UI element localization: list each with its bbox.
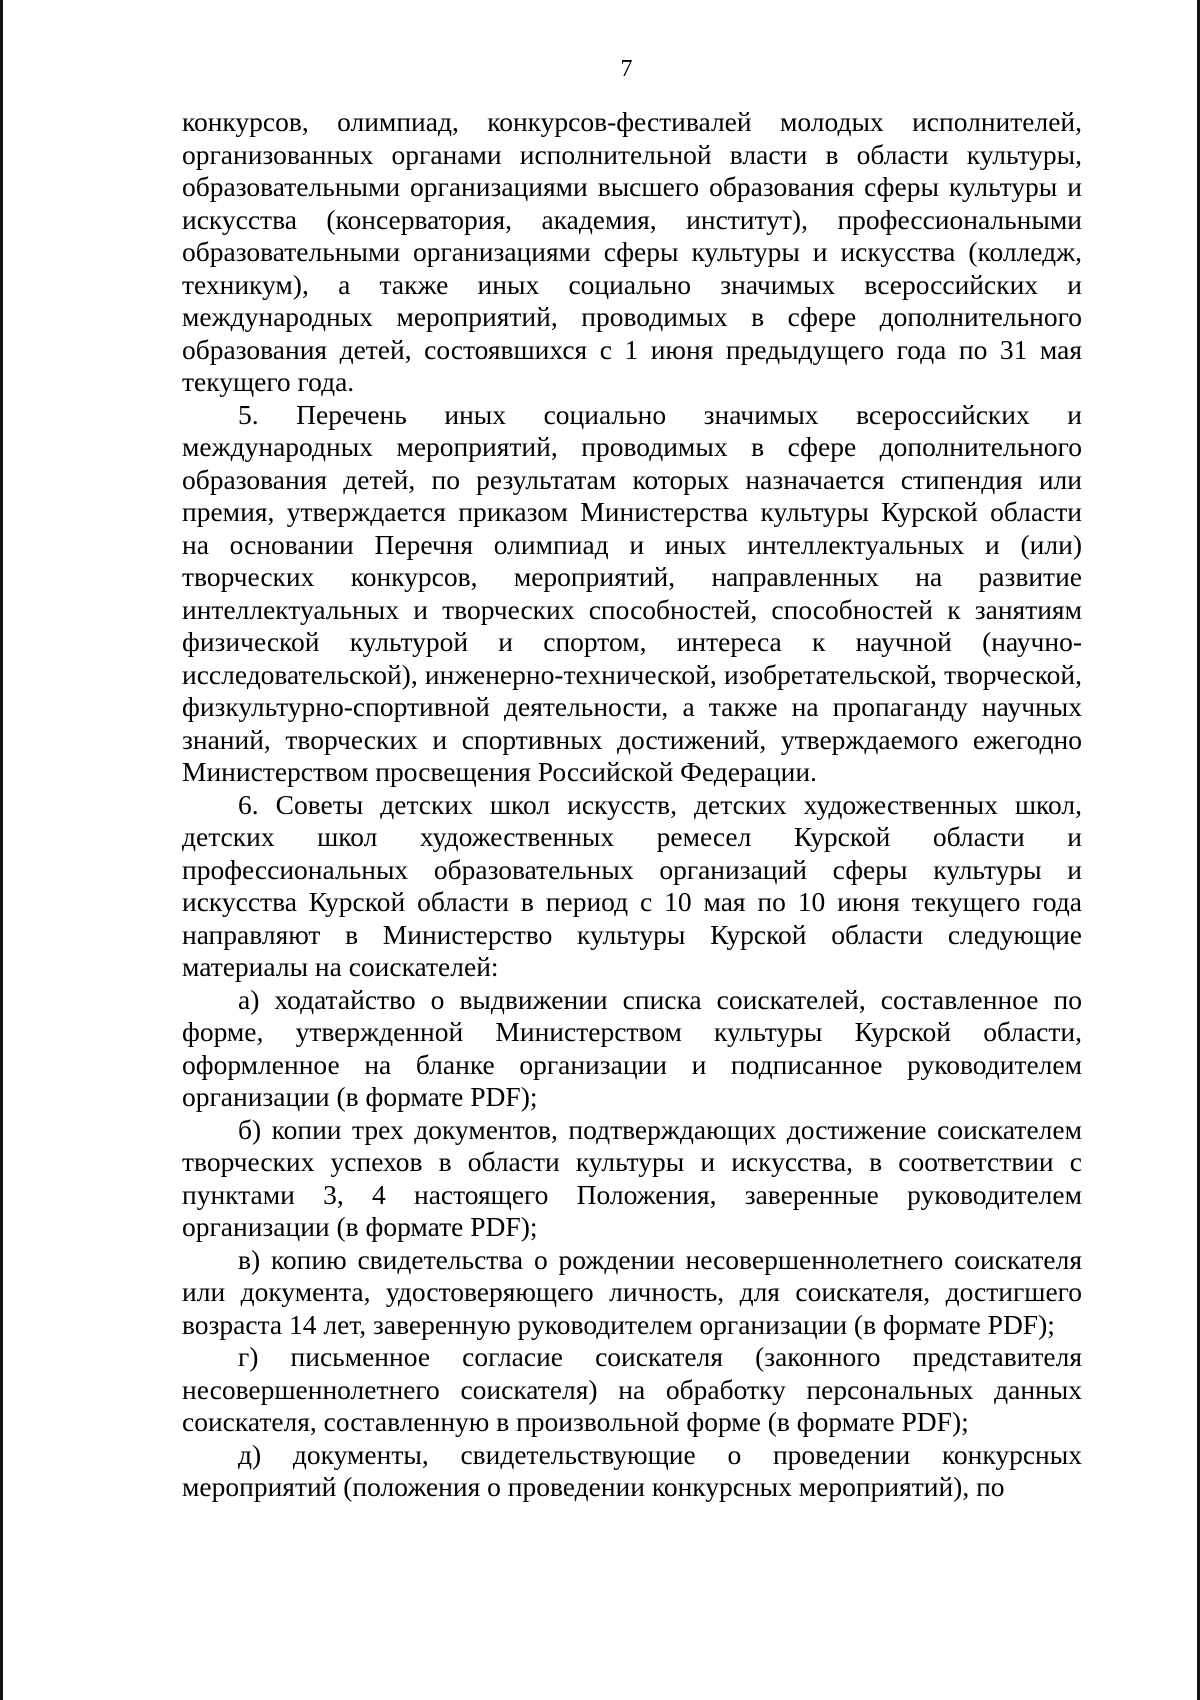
paragraph-subitem-g: г) письменное согласие соискателя (законного представителя несовершеннолетнего соискателя) на обработку персональных данных соискателя, составленную в произвольной форме (в формате PDF); [182, 1341, 1082, 1437]
paragraph-continuation: конкурсов, олимпиад, конкурсов-фестивалей молодых исполнителей, организованных органами исполнительной власти в области культуры, образовательными организациями высшего образования сферы культуры и искусства (консерватория, академия, институт), профессиональными образовательными организациями сферы культуры и искусства (колледж, техникум), а также иных социально значимых всероссийских и международных мероприятий, проводимых в сфере дополнительного образования детей, состоявшихся с 1 июня предыдущего года по 31 мая текущего года. [182, 106, 1082, 397]
page-left-edge [0, 0, 3, 1700]
paragraph-subitem-a: а) ходатайство о выдвижении списка соискателей, составленное по форме, утвержденной Министерством культуры Курской области, оформленное на бланке организации и подписанное руководителем организации (в формате PDF); [182, 983, 1082, 1112]
paragraph-item-5: 5. Перечень иных социально значимых всероссийских и международных мероприятий, проводимых в сфере дополнительного образования детей, по результатам которых назначается стипендия или премия, утверждается приказом Министерства культуры Курской области на основании Перечня олимпиад и иных интеллектуальных и (или) творческих конкурсов, мероприятий, направленных на развитие интеллектуальных и творческих способностей, способностей к занятиям физической культурой и спортом, интереса к научной (научно-исследовательской), инженерно-технической, изобретательской, творческой, физкультурно-спортивной деятельности, а также на пропаганду научных знаний, творческих и спортивных достижений, утверждаемого ежегодно Министерством просвещения Российской Федерации. [182, 398, 1082, 787]
paragraph-subitem-v: в) копию свидетельства о рождении несовершеннолетнего соискателя или документа, удостоверяющего личность, для соискателя, достигшего возраста 14 лет, заверенную руководителем организации (в формате PDF); [182, 1243, 1082, 1340]
paragraph-item-6: 6. Советы детских школ искусств, детских художественных школ, детских школ художественных ремесел Курской области и профессиональных образовательных организаций сферы культуры и искусства Курской области в период с 10 мая по 10 июня текущего года направляют в Министерство культуры Курской области следующие материалы на соискателей: [182, 788, 1082, 982]
page-number: 7 [620, 56, 633, 82]
paragraph-subitem-d: д) документы, свидетельствующие о проведении конкурсных мероприятий (положения о проведении конкурсных мероприятий), по [182, 1438, 1082, 1502]
document-body [182, 106, 1082, 1504]
paragraph-subitem-b: б) копии трех документов, подтверждающих достижение соискателем творческих успехов в области культуры и искусства, в соответствии с пунктами 3, 4 настоящего Положения, заверенные руководителем организации (в формате PDF); [182, 1113, 1082, 1242]
